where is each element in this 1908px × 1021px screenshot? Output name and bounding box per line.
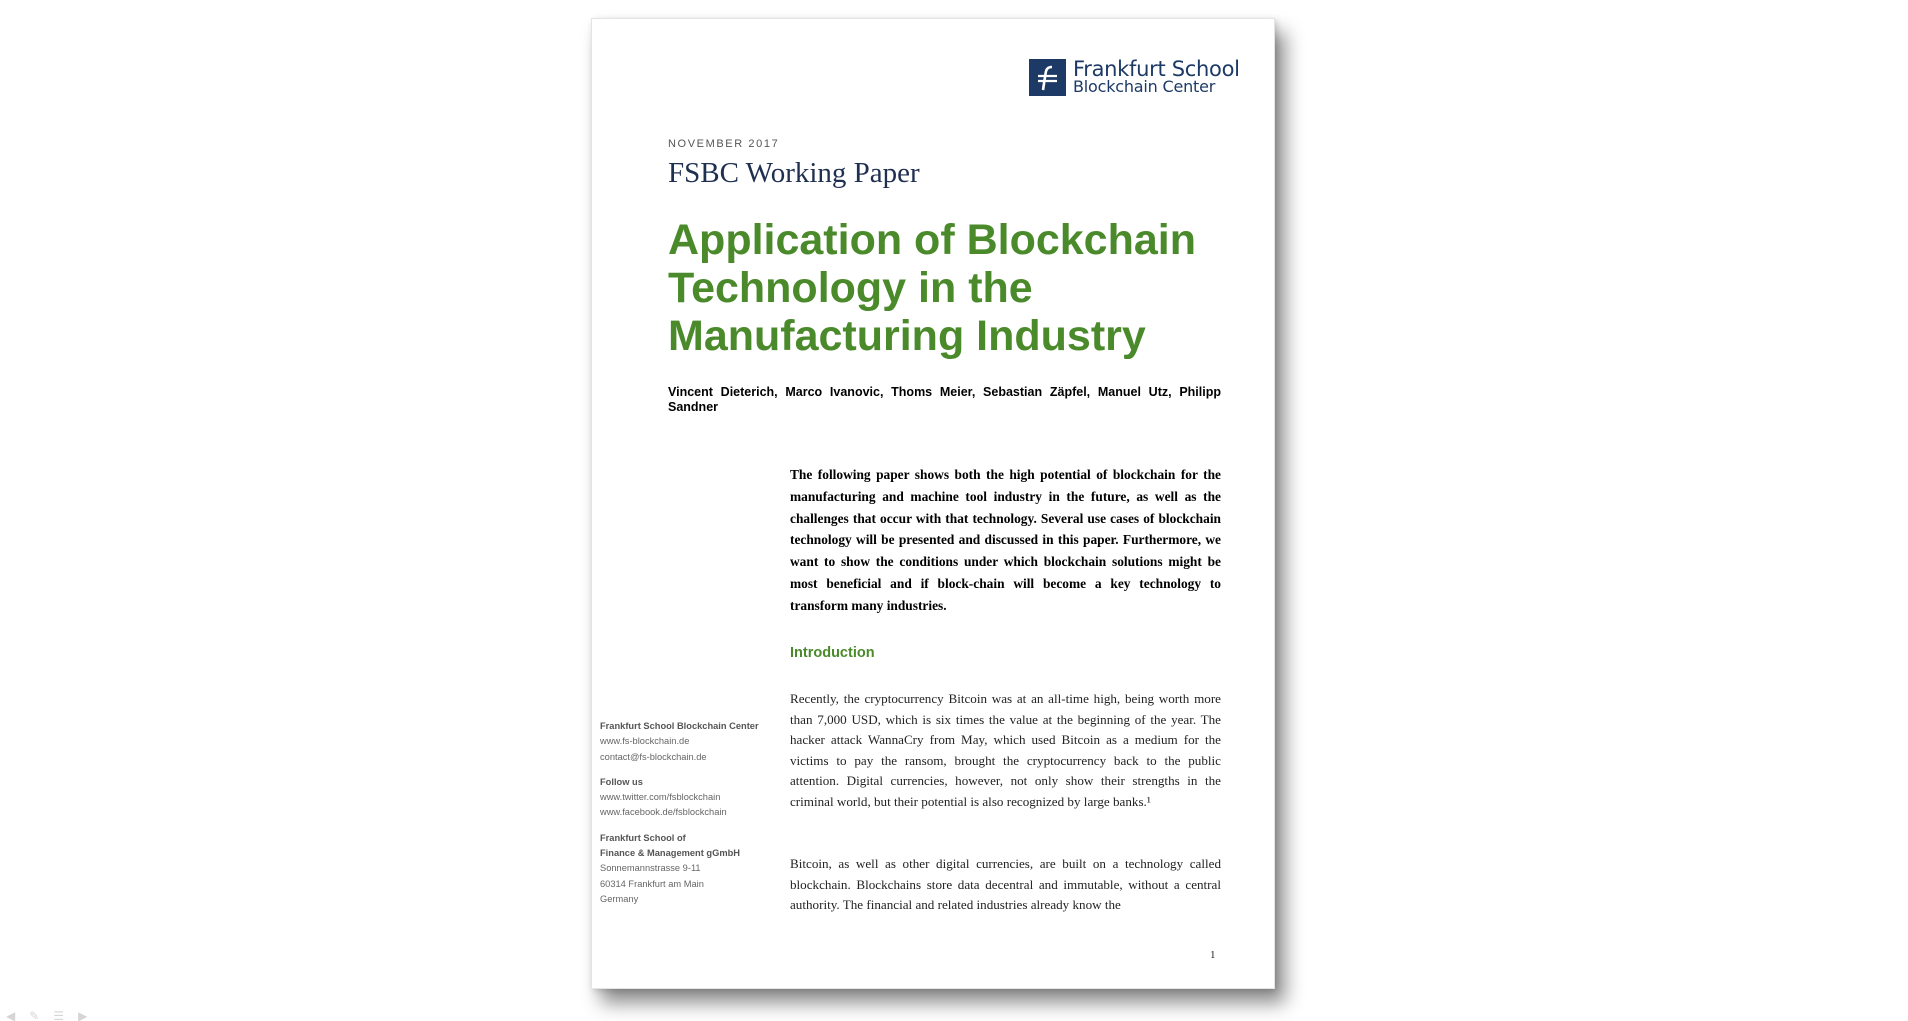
frankfurt-school-logo <box>1029 56 1240 96</box>
authors: Vincent Dieterich, Marco Ivanovic, Thoms Meier, Sebastian Zäpfel, Manuel Utz, Philipp Sandner <box>668 385 1221 414</box>
abstract: The following paper shows both the high potential of blockchain for the manufacturing and machine tool industry in the future, as well as the challenges that occur with that technology. Several use cases of blockchain technology will be presented and discussed in this paper. Furthermore, we want to show the conditions under which blockchain solutions might be most beneficial and if block-chain will become a key technology to transform many industries. <box>790 467 1221 613</box>
sidebar-contact-info <box>600 719 775 907</box>
body-paragraph-2: Bitcoin, as well as other digital currencies, are built on a technology called blockchain. Blockchains store data decentral and immutable, without a central authority. The financial and related industries already know the <box>790 856 1221 913</box>
pen-icon[interactable]: ✎ <box>29 1009 40 1021</box>
logo-text <box>1073 56 1240 96</box>
viewer-controls <box>6 1010 87 1021</box>
sidebar-street: Sonnemannstrasse 9-11 <box>600 863 701 874</box>
sidebar-facebook-link[interactable]: www.facebook.de/fsblockchain <box>600 807 727 818</box>
prev-icon[interactable]: ◀ <box>6 1009 16 1021</box>
sidebar-school-line-1: Frankfurt School of <box>600 832 686 843</box>
page-number: 1 <box>1210 949 1216 961</box>
sidebar-email[interactable]: contact@fs-blockchain.de <box>600 751 707 762</box>
next-icon[interactable]: ▶ <box>78 1009 88 1021</box>
sidebar-country: Germany <box>600 893 639 904</box>
sidebar-website[interactable]: www.fs-blockchain.de <box>600 736 690 747</box>
sidebar-org-name: Frankfurt School Blockchain Center <box>600 721 759 731</box>
logo-line-2: Blockchain Center <box>1073 76 1216 96</box>
body-paragraph-1: Recently, the cryptocurrency Bitcoin was at an all-time high, being worth more than 7,000 USD, which is six times the value at the beginning of the year. The hacker attack WannaCry from May, which used Bitcoin as a medium for the victims to pay the ransom, brought the cryptocurrency back to the public attention. Digital currencies, however, not only show their strengths in the criminal world, but their potential is also recognized by large banks.¹ <box>790 691 1221 809</box>
logo-mark-icon <box>1029 59 1066 96</box>
title-line-1: Application of Blockchain <box>668 216 1196 264</box>
title-line-3: Manufacturing Industry <box>668 312 1146 360</box>
publication-date: NOVEMBER 2017 <box>668 138 780 150</box>
introduction-heading: Introduction <box>790 645 875 661</box>
sidebar-twitter-link[interactable]: www.twitter.com/fsblockchain <box>600 792 721 803</box>
series-title: FSBC Working Paper <box>668 157 920 189</box>
paper-title <box>668 216 1228 360</box>
sidebar-follow-label: Follow us <box>600 776 643 787</box>
sidebar-city: 60314 Frankfurt am Main <box>600 878 704 889</box>
menu-icon[interactable]: ☰ <box>53 1009 65 1021</box>
title-line-2: Technology in the <box>668 264 1033 312</box>
logo-line-1: Frankfurt School <box>1073 56 1240 81</box>
document-page <box>591 18 1275 989</box>
sidebar-school-line-2: Finance & Management gGmbH <box>600 848 740 859</box>
